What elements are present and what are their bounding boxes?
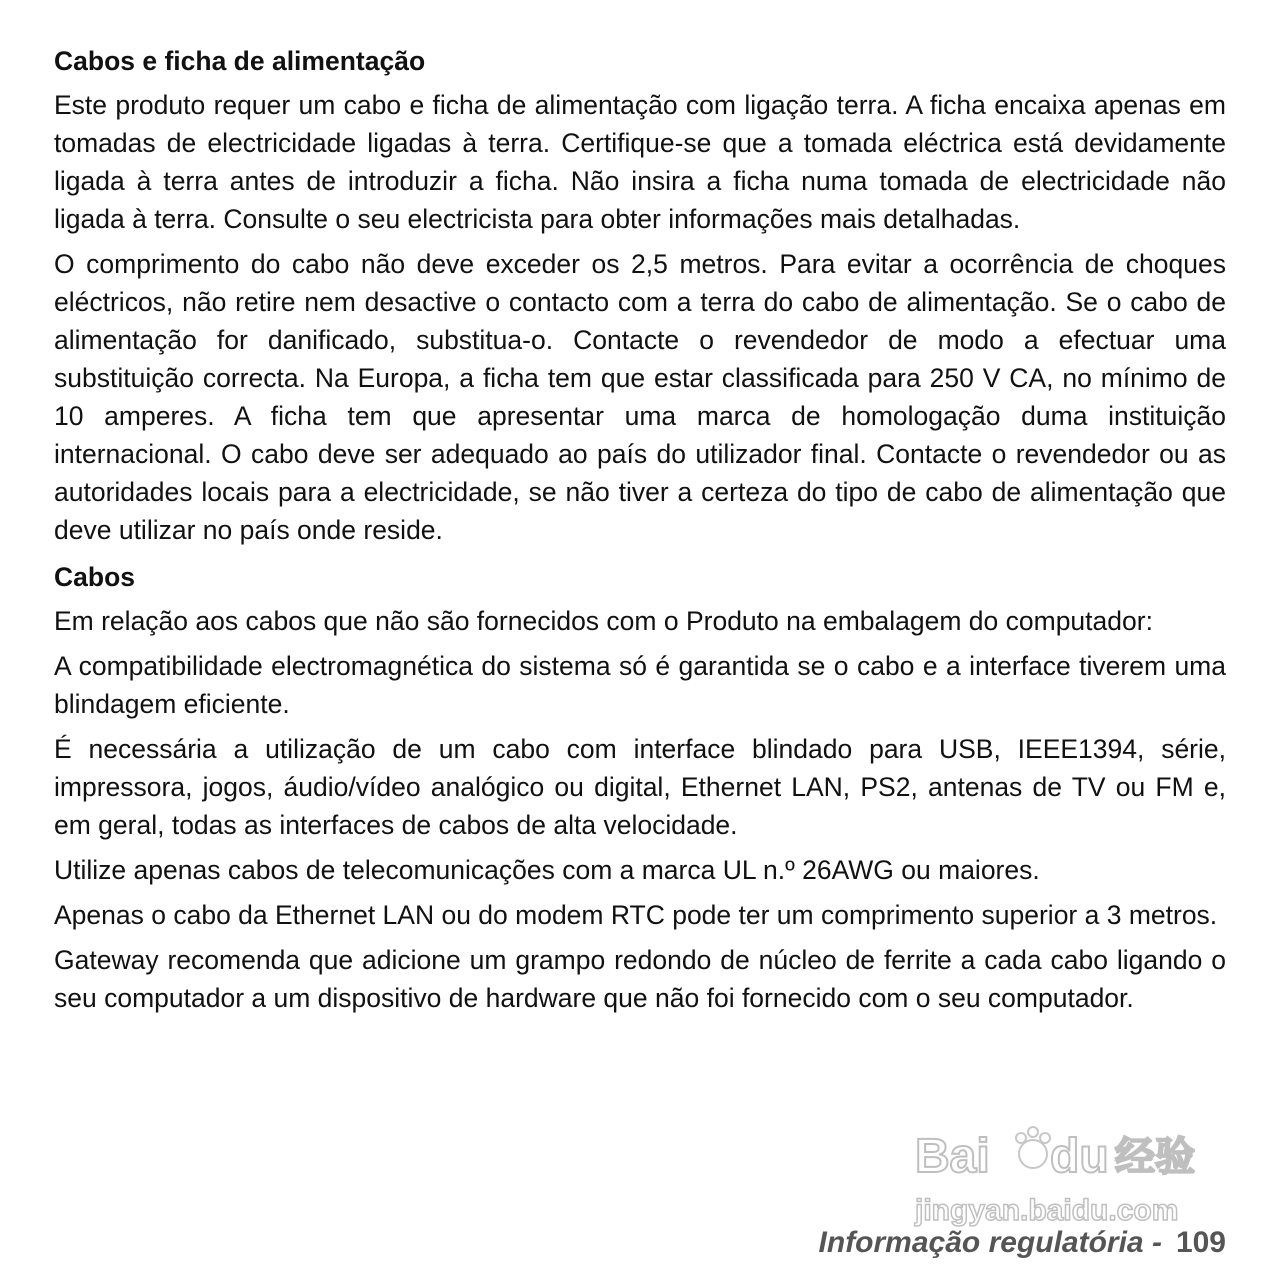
svg-text:Bai: Bai [915,1130,990,1183]
paragraph-cables-2: A compatibilidade electromagnética do sistema só é garantida se o cabo e a interface tiverem uma blindagem eficiente. [54,651,1226,719]
page-footer [819,1226,1226,1260]
paragraph-cables-5: Apenas o cabo da Ethernet LAN ou do modem RTC pode ter um comprimento superior a 3 metros. [54,900,1218,930]
paragraph-cables-4: Utilize apenas cabos de telecomunicações com a marca UL n.º 26AWG ou maiores. [54,855,1040,885]
section-heading-cables: Cabos [54,562,135,592]
svg-text:du: du [1050,1130,1109,1183]
paragraph-power-cord-1: Este produto requer um cabo e ficha de alimentação com ligação terra. A ficha encaixa apenas em tomadas de electricidade ligadas à terra. Certifique-se que a tomada eléctrica está devidamente ligada à terra antes de introduzir a ficha. Não insira a ficha numa tomada de electricidade não ligada à terra. Consulte o seu electricista para obter informações mais detalhadas. [54,90,1226,234]
paragraph-cables-3: É necessária a utilização de um cabo com interface blindado para USB, IEEE1394, série, impressora, jogos, áudio/vídeo analógico ou digital, Ethernet LAN, PS2, antenas de TV ou FM e, em geral, todas as interfaces de cabos de alta velocidade. [54,734,1226,840]
paragraph-cables-6: Gateway recomenda que adicione um grampo redondo de núcleo de ferrite a cada cabo ligando o seu computador a um dispositivo de hardware que não foi fornecido com o seu computador. [54,945,1226,1013]
page-number: 109 [1175,1226,1226,1259]
section-heading-power-cord: Cabos e ficha de alimentação [54,46,426,76]
footer-title: Informação regulatória - [818,1226,1162,1259]
svg-text:经验: 经验 [1115,1134,1195,1180]
baidu-watermark-logo [905,1120,1215,1230]
svg-text:jingyan.baidu.com: jingyan.baidu.com [915,1194,1179,1227]
paragraph-power-cord-2: O comprimento do cabo não deve exceder os 2,5 metros. Para evitar a ocorrência de choques eléctricos, não retire nem desactive o contacto com a terra do cabo de alimentação. Se o cabo de alimentação for danificado, substitua-o. Contacte o revendedor de modo a efectuar uma substituição correcta. Na Europa, a ficha tem que estar classificada para 250 V CA, no mínimo de 10 amperes. A ficha tem que apresentar uma marca de homologação duma instituição internacional. O cabo deve ser adequado ao país do utilizador final. Contacte o revendedor ou as autoridades locais para a electricidade, se não tiver a certeza do tipo de cabo de alimentação que deve utilizar no país onde reside. [54,249,1226,545]
paragraph-cables-1: Em relação aos cabos que não são fornecidos com o Produto na embalagem do computador: [54,606,1153,636]
